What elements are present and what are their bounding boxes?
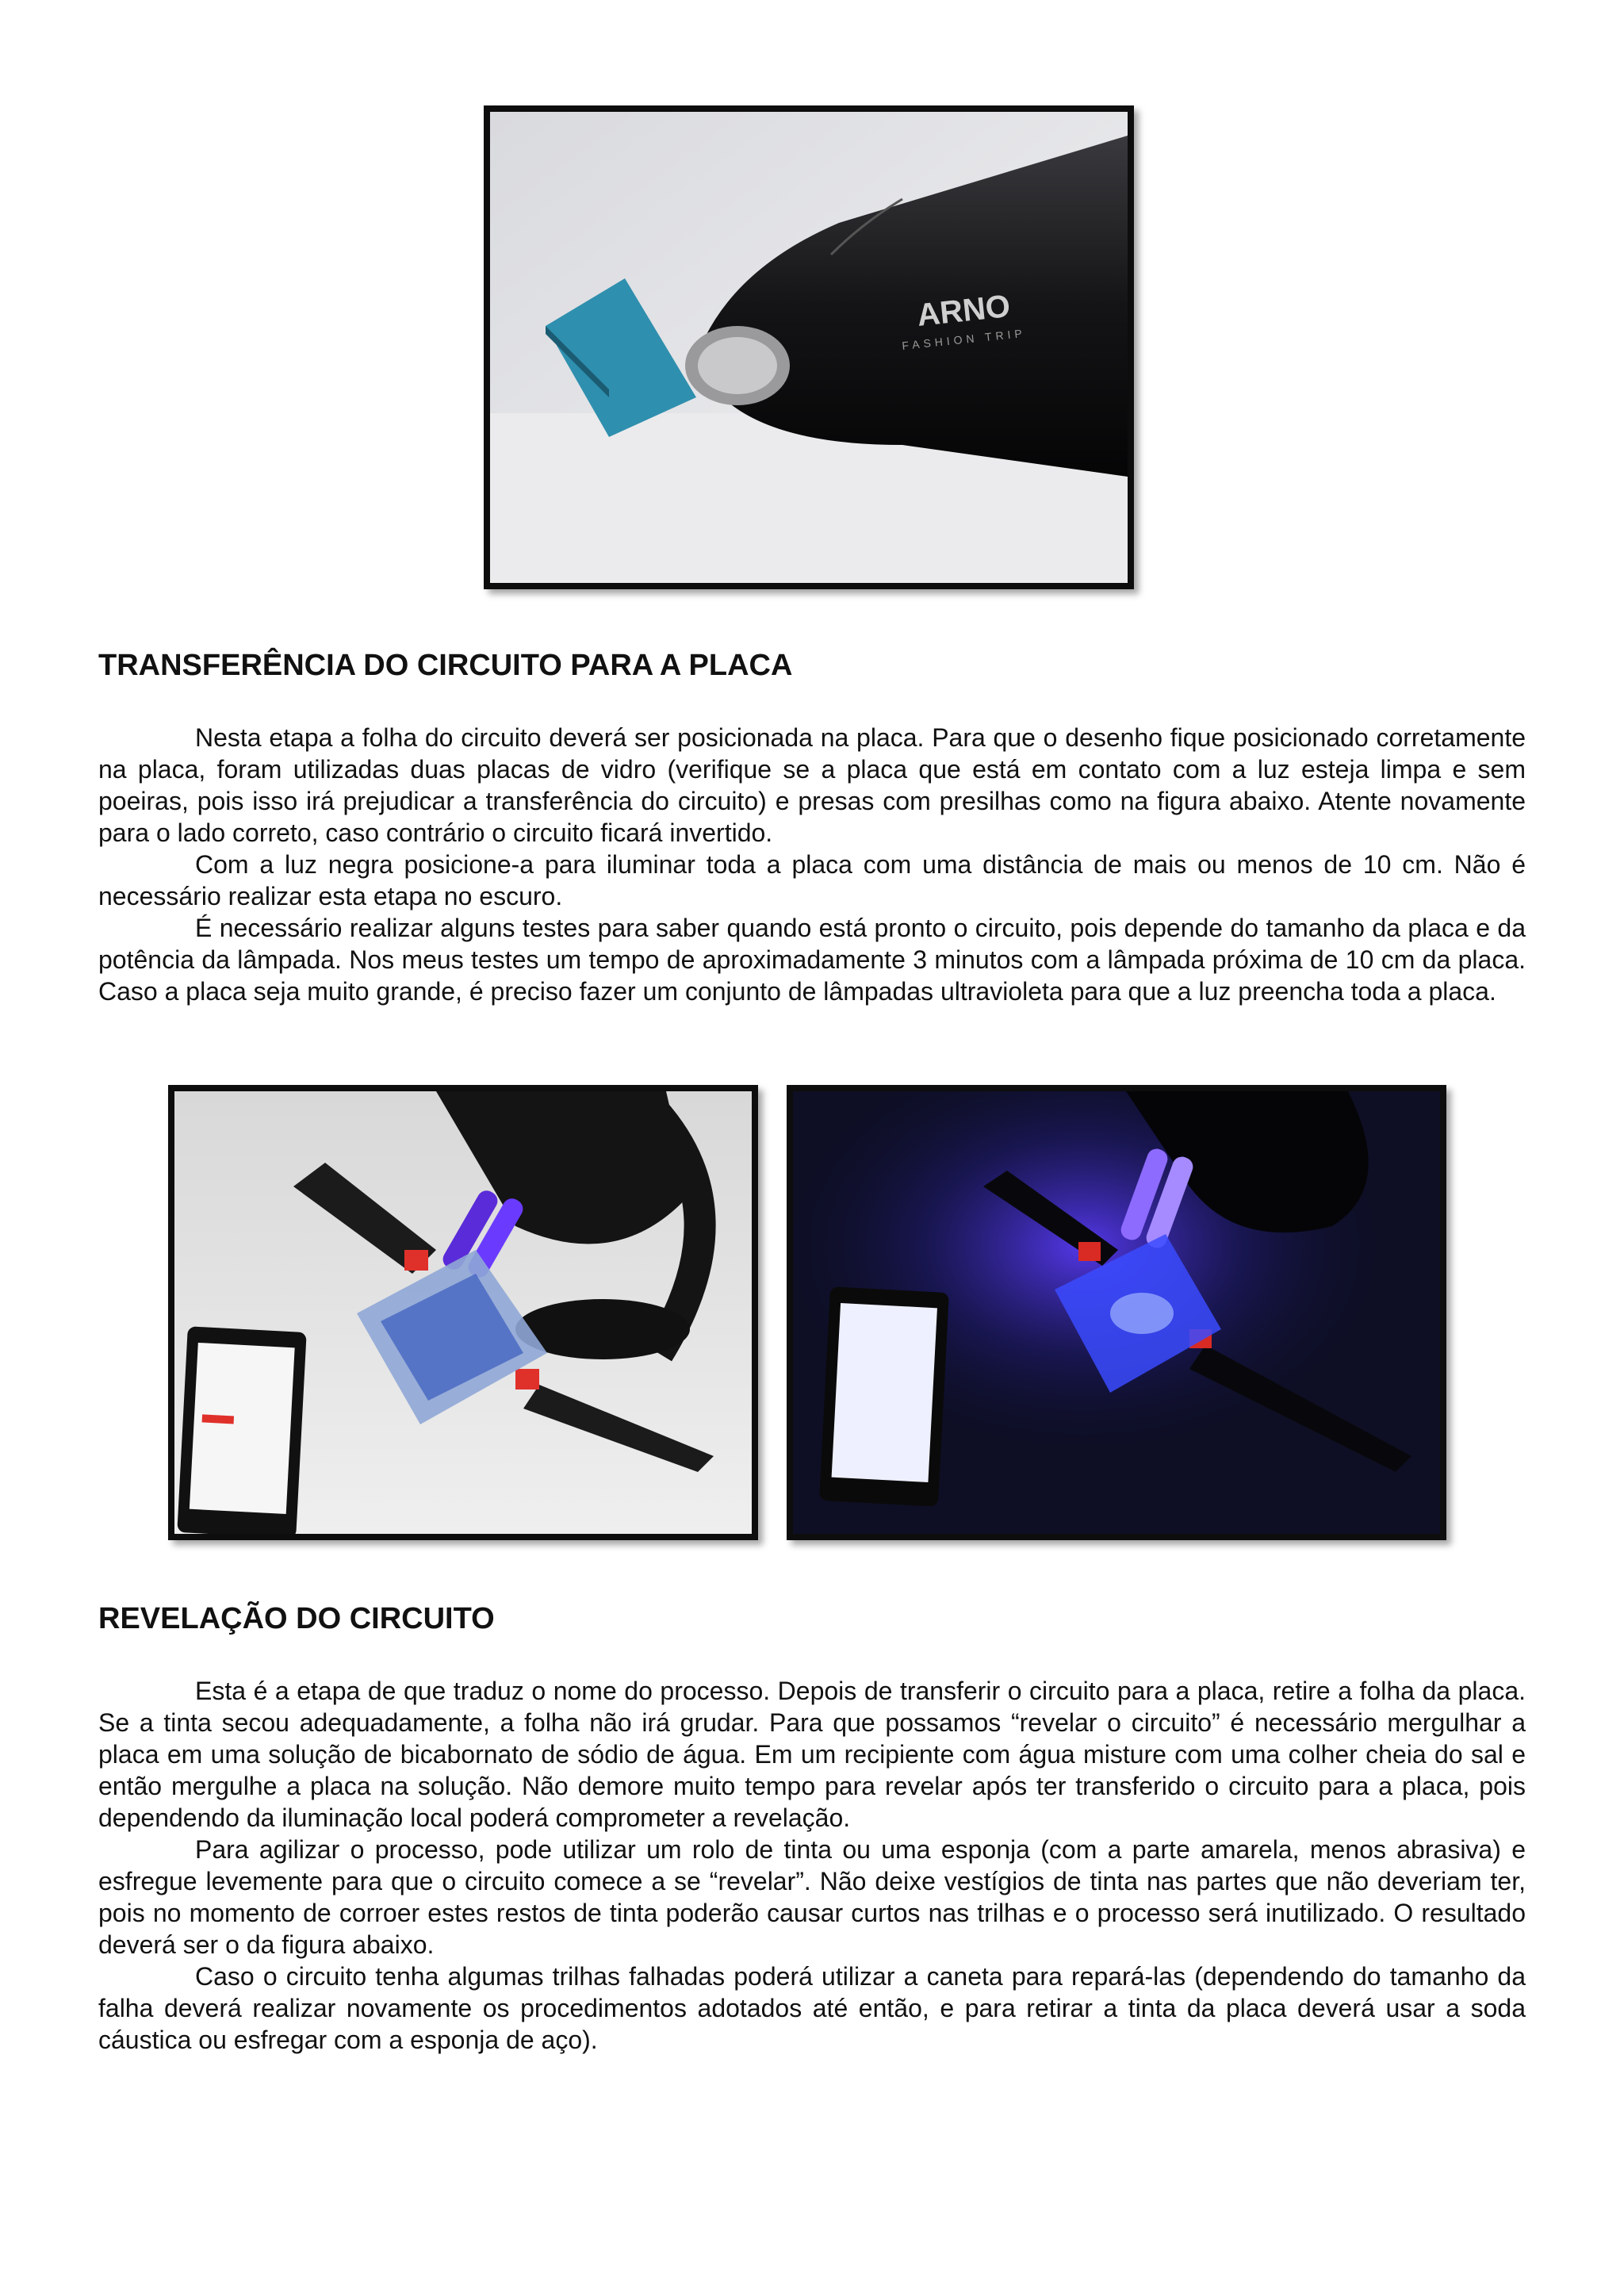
paragraph: Esta é a etapa de que traduz o nome do processo. Depois de transferir o circuito para a placa, retire a folha da placa. Se a tinta secou adequadamente, a folha não irá grudar. Para que possamos “revelar o circuito” é necessário mergulhar a placa em uma solução de bicabornato de sódio de água. Em um recipiente com água misture com uma colher cheia do sal e então mergulhe a placa na solução. Não demore muito tempo para revelar após ter transferido o circuito para a placa, pois dependendo da iluminação local poderá comprometer a revelação. bbox=[98, 1677, 1526, 1832]
phone-icon bbox=[819, 1286, 949, 1506]
section-title-transferencia: TRANSFERÊNCIA DO CIRCUITO PARA A PLACA bbox=[98, 649, 793, 682]
brand-text: ARNO bbox=[915, 288, 1013, 333]
photo-uv-lamp-lit bbox=[168, 1085, 758, 1540]
photo-hair-dryer bbox=[484, 105, 1134, 589]
brand-subtext: FASHION TRIP bbox=[901, 326, 1027, 352]
paragraph: Para agilizar o processo, pode utilizar um rolo de tinta ou uma esponja (com a parte amarela, menos abrasiva) e esfregue levemente para que o circuito comece a se “revelar”. Não deixe vestígios de tinta nas partes que não deveriam ter, pois no momento de corroer estes restos de tinta poderão causar curtos nas trilhas e o processo será inutilizado. O resultado deverá ser o da figura abaixo. bbox=[98, 1835, 1526, 1959]
paragraph: Nesta etapa a folha do circuito deverá ser posicionada na placa. Para que o desenho fique posicionado corretamente na placa, foram utilizadas duas placas de vidro (verifique se a placa que está em contato com a luz esteja limpa e sem poeiras, pois isso irá prejudicar a transferência do circuito) e presas com presilhas como na figura abaixo. Atente novamente para o lado correto, caso contrário o circuito ficará invertido. bbox=[98, 723, 1526, 847]
section1-body bbox=[98, 722, 1526, 1007]
paragraph: Com a luz negra posicione-a para iluminar toda a placa com uma distância de mais ou menos de 10 cm. Não é necessário realizar esta etapa no escuro. bbox=[98, 850, 1526, 910]
paragraph: É necessário realizar alguns testes para saber quando está pronto o circuito, pois depende do tamanho da placa e da potência da lâmpada. Nos meus testes um tempo de aproximadamente 3 minutos com a lâmpada próxima de 10 cm da placa. Caso a placa seja muito grande, é preciso fazer um conjunto de lâmpadas ultravioleta para que a luz preencha toda a placa. bbox=[98, 914, 1526, 1006]
phone-icon bbox=[177, 1326, 306, 1534]
photo-uv-lamp-dark bbox=[787, 1085, 1446, 1540]
paragraph: Caso o circuito tenha algumas trilhas falhadas poderá utilizar a caneta para repará-las (dependendo do tamanho da falha deverá realizar novamente os procedimentos adotados até então, e para retirar a tinta da placa deverá usar a soda cáustica ou esfregar com a esponja de aço). bbox=[98, 1962, 1526, 2054]
section-title-revelacao: REVELAÇÃO DO CIRCUITO bbox=[98, 1602, 495, 1635]
section2-body bbox=[98, 1675, 1526, 2056]
